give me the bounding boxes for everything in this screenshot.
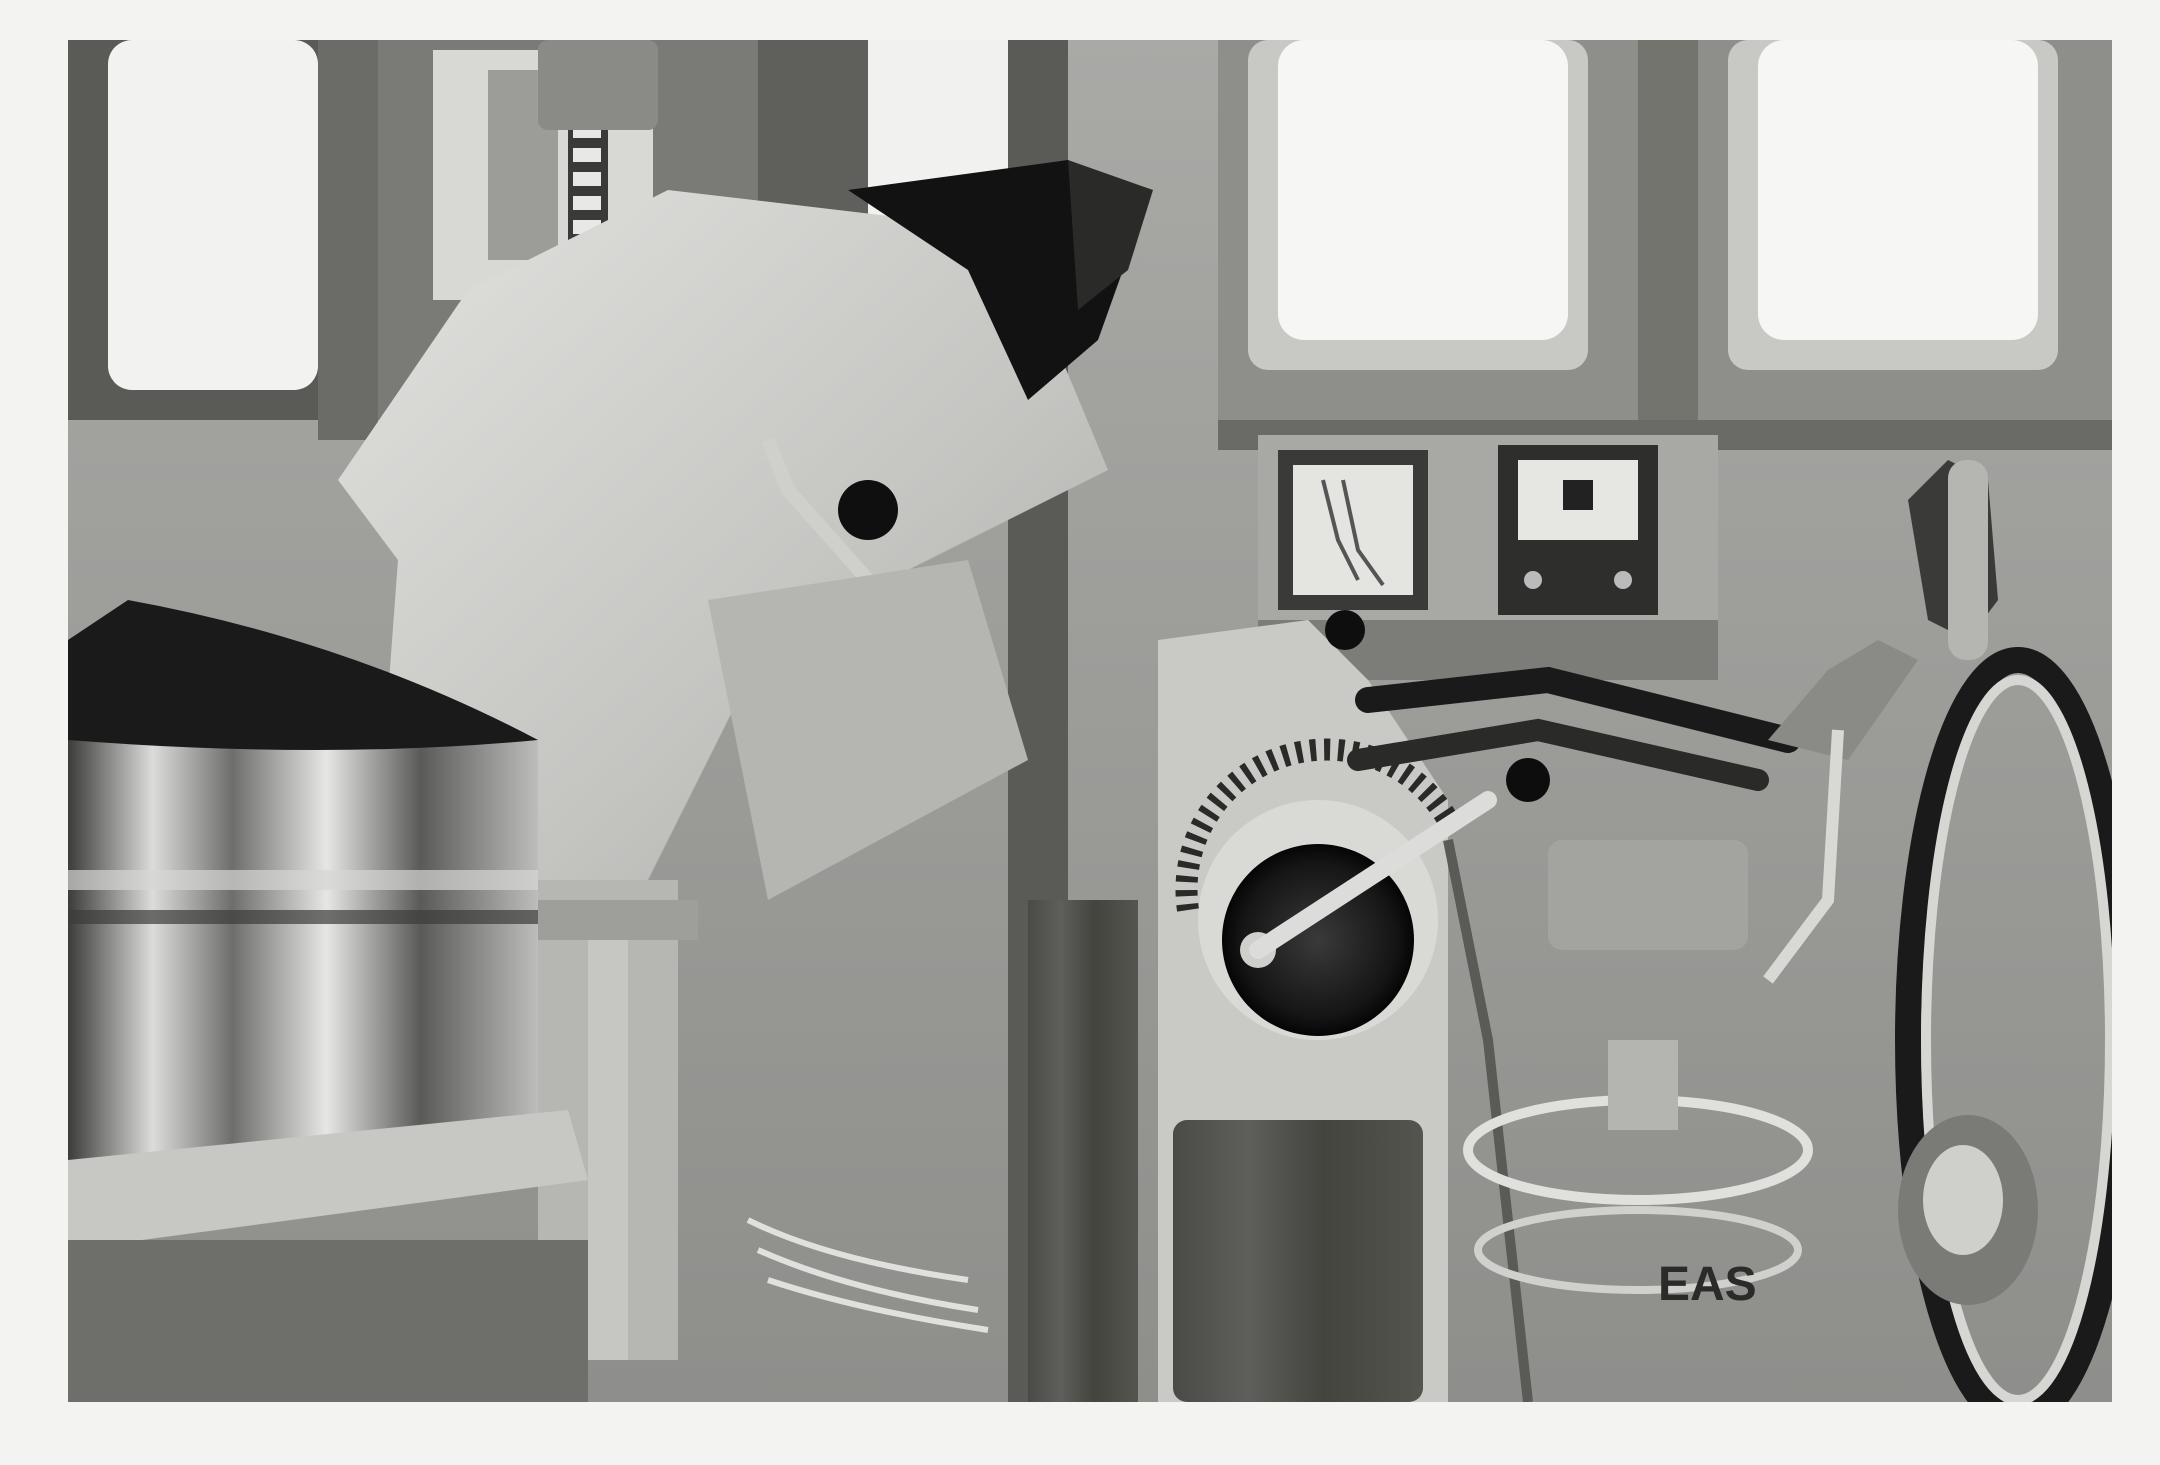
right-windows xyxy=(1218,40,2112,450)
stencil-text: EAS xyxy=(1658,1258,1757,1311)
wood-door-panel xyxy=(1173,1120,1423,1402)
wood-column xyxy=(1028,900,1138,1402)
wheelhouse-photo xyxy=(68,40,2112,1402)
left-window xyxy=(68,40,378,440)
